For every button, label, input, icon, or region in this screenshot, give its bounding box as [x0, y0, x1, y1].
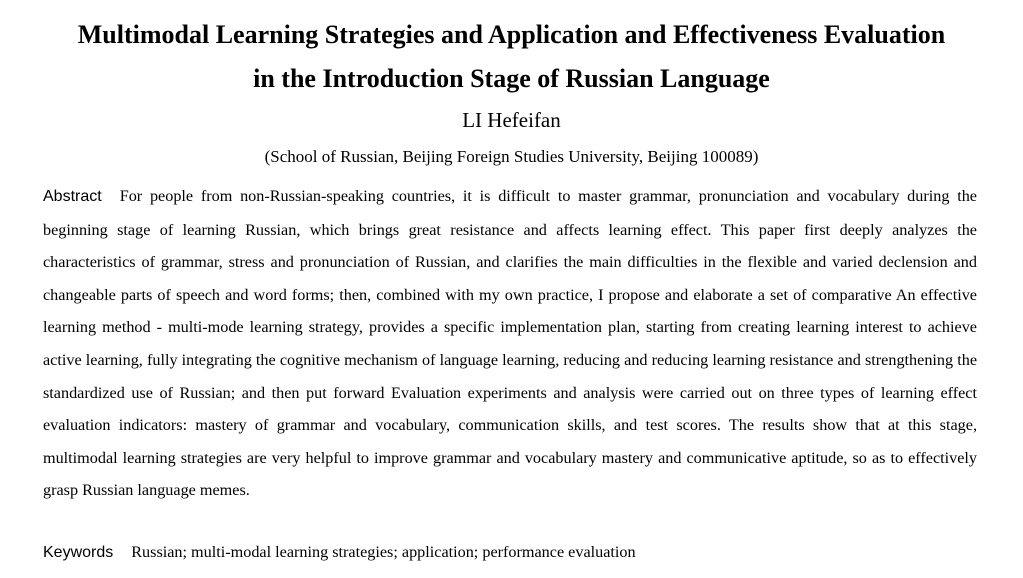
keywords-line	[43, 538, 977, 567]
keywords-text: Russian; multi-modal learning strategies; application; performance evaluation	[131, 543, 636, 561]
paper-title-line-1: Multimodal Learning Strategies and Application and Effectiveness Evaluation	[77, 20, 946, 49]
abstract-text: For people from non-Russian-speaking countries, it is difficult to master grammar, pronunciation and vocabulary during the beginning stage of learning Russian, which brings great resistance and affects learning effect. This paper first deeply analyzes the characteristics of grammar, stress and pronunciation of Russian, and clarifies the main difficulties in the flexible and varied declension and changeable parts of speech and word forms; then, combined with my own practice, I propose and elaborate a set of comparative An effective learning method - multi-mode learning strategy, provides a specific implementation plan, starting from creating learning interest to achieve active learning, fully integrating the cognitive mechanism of language learning, reducing and reducing learning resistance and strengthening the standardized use of Russian; and then put forward Evaluation experiments and analysis were carried out on three types of learning effect evaluation indicators: mastery of grammar and vocabulary, communication skills, and test scores. The results show that at this stage, multimodal learning strategies are very helpful to improve grammar and vocabulary mastery and communicative aptitude, so as to effectively grasp Russian language memes.	[43, 187, 977, 500]
keywords-label: Keywords	[43, 544, 114, 561]
abstract-paragraph	[43, 180, 977, 507]
author-name: LI Hefeifan	[462, 108, 561, 132]
abstract-label: Abstract	[43, 188, 102, 205]
paper-title-line-2: in the Introduction Stage of Russian Language	[253, 64, 770, 93]
author-affiliation: (School of Russian, Beijing Foreign Studies University, Beijing 100089)	[264, 147, 759, 166]
